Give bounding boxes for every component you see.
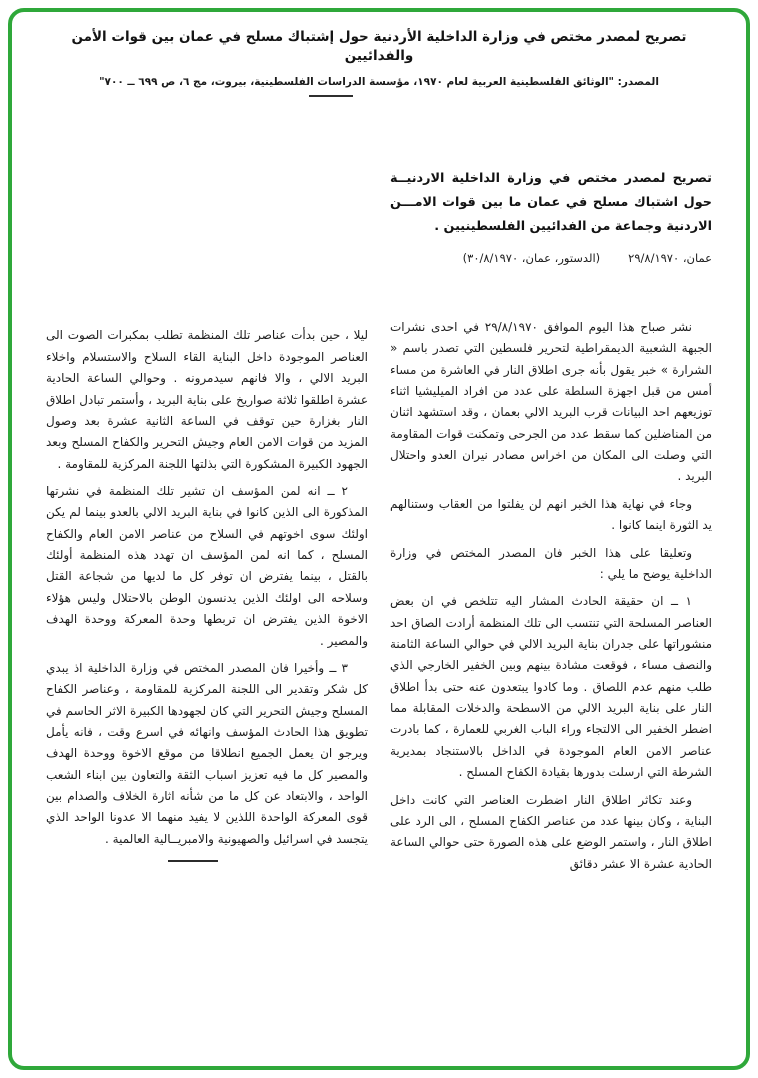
paragraph-intro: نشر صباح هذا اليوم الموافق ٢٩/٨/١٩٧٠ في احدى نشرات الجبهة الشعبية الديمقراطية لتحرير فلسطين التي تصدر باسم « الشرارة » خبر يقول بأنه جرى اطلاق النار في العاشرة من مساء أمس من قبل اجهزة السلطة على عدد من افراد الميليشيا اثناء توزيعهم احد البيانات قرب البريد الالي بعمان ، وقد استشهد اثنان من المناضلين كما سقط عدد من الجرحى وتمكنت قوات المقاومة التي وصلت الى المكان من اخراس مصادر نيران العدو واحتلال البريد . (390, 319, 712, 484)
dateline (390, 248, 712, 268)
paragraph-continuation: ليلا ، حين بدأت عناصر تلك المنظمة تطلب بمكبرات الصوت الى العناصر الموجودة داخل البناية القاء السلاح والاستسلام واخلاء البريد الالي ، والا فانهم سيدمرونه . وحوالي الساعة الحادية عشرة اطلقوا ثلاثة صواريخ على بناية البريد ، وأستمر تبادل اطلاق النار بغزارة حين توقف في الساعة الثانية عشرة بعد وصول المزيد من قوات الامن العام وجيش التحرير والكفاح المسلح وبعد الجهود الكبيرة المشكورة التي بذلتها اللجنة المركزية للمقاومة . (46, 328, 368, 471)
column-right (390, 167, 712, 880)
green-border-frame (8, 8, 750, 1070)
end-divider (168, 860, 218, 862)
column-left (46, 167, 368, 862)
dateline-source: (الدستور، عمان، ٣٠/٨/١٩٧٠) (462, 251, 601, 266)
dateline-date: عمان، ٢٩/٨/١٩٧٠ (628, 251, 712, 266)
paragraph-point-1-cont: وعند تكاثر اطلاق النار اضطرت العناصر التي كانت داخل البناية ، وكان بينها عدد من عناصر الكفاح المسلح ، الى الرد على اطلاق النار ، واستمر الوضع على هذه الصورة حتى حوالي الساعة الحادية عشرة الا عشر دقائق (390, 792, 712, 871)
source-line: المصدر: "الوثائق الفلسطينية العربية لعام ١٩٧٠، مؤسسة الدراسات الفلسطينية، بيروت، مج ٦، ص ٦٩٩ ــ ٧٠٠" (99, 75, 659, 88)
document-title: تصريح لمصدر مختص في وزارة الداخلية الاردنيــة حول اشتباك مسلح في عمان ما بين قوات الامـــن الاردنية وجماعة من الفدائيين الفلسطينيين . (390, 171, 712, 234)
paragraph-comment-lead: وتعليقا على هذا الخبر فان المصدر المختص في وزارة الداخلية يوضح ما يلي : (390, 545, 712, 581)
source-divider (309, 95, 353, 97)
page-header (36, 28, 722, 97)
paragraph-news-end: وجاء في نهاية هذا الخبر انهم لن يفلتوا من العقاب وستنالهم يد الثورة اينما كانوا . (390, 496, 712, 533)
document-body (46, 167, 712, 880)
paragraph-point-3: ٣ ــ وأخيرا فان المصدر المختص في وزارة الداخلية اذ يبدي كل شكر وتقدير الى اللجنة المركزية للمقاومة ، وعناصر الكفاح المسلح وجيش التحرير التي كان لجهودها الكبيرة الاثر الحاسم في تطويق هذا الحادث المؤسف وانهائه في اسرع وقت ، فانه يأمل ويرجو ان يعمل الجميع انطلاقا من موقع الاخوة ووحدة الهدف والمصير كل ما فيه تعزيز اسباب الثقة والتعاون بين ابناء الشعب الواحد ، والابتعاد عن كل ما من شأنه اثارة الخلاف والصدام بين قوى المعركة الواحدة اللذين لا يفيد منهما الا عدونا الواحد الذي يتجسد في اسرائيل والصهيونية والامبريــالية العالمية . (46, 660, 368, 846)
paragraph-point-1: ١ ــ ان حقيقة الحادث المشار اليه تتلخص في ان بعض العناصر المسلحة التي تنتسب الى تلك المنظمة أرادت الصاق احد منشوراتها على جدران بناية البريد الالي في حوالي الساعة الثامنة والنصف مساء ، فوقعت مشادة بينهم وبين الخفير الخارجي الذي طلب منهم عدم اللصاق . وما كادوا يبتعدون عنه حتى بدأ اطلاق النار على بناية البريد الالي من الاسطحة والدخلات المقابلة مما اضطر الخفير الى الالتجاء وراء الباب الغربي للعمارة ، كما بادرت عناصر الامن العام الموجودة في الداخل بالاستنجاد بمديرية الشرطة التي ارسلت بدورها بقيادة الكفاح المسلح . (390, 594, 712, 780)
paragraph-point-2: ٢ ــ انه لمن المؤسف ان تشير تلك المنظمة في نشرتها المذكورة الى الذين كانوا في بناية البريد الالي بالعدو بينما لم يكن اولئك سوى اخوتهم في السلاح من عناصر الامن العام والكفاح المسلح ، كما انه لمن المؤسف ان تهدد هذه المنظمة أولئك بالقتل ، بينما يفترض ان توفر كل ما لديها من شجاعة القتل وسلاحه الى اولئك الذين يدنسون الوطن بالاحتلال وليس هؤلاء الاخوة الذين يفترض ان تربطها وحدة المعركة ووحدة الهدف والمصير . (46, 483, 368, 648)
page-title: تصريح لمصدر مختص في وزارة الداخلية الأردنية حول إشتباك مسلح في عمان بين قوات الأمن والفدائيين (71, 29, 687, 64)
